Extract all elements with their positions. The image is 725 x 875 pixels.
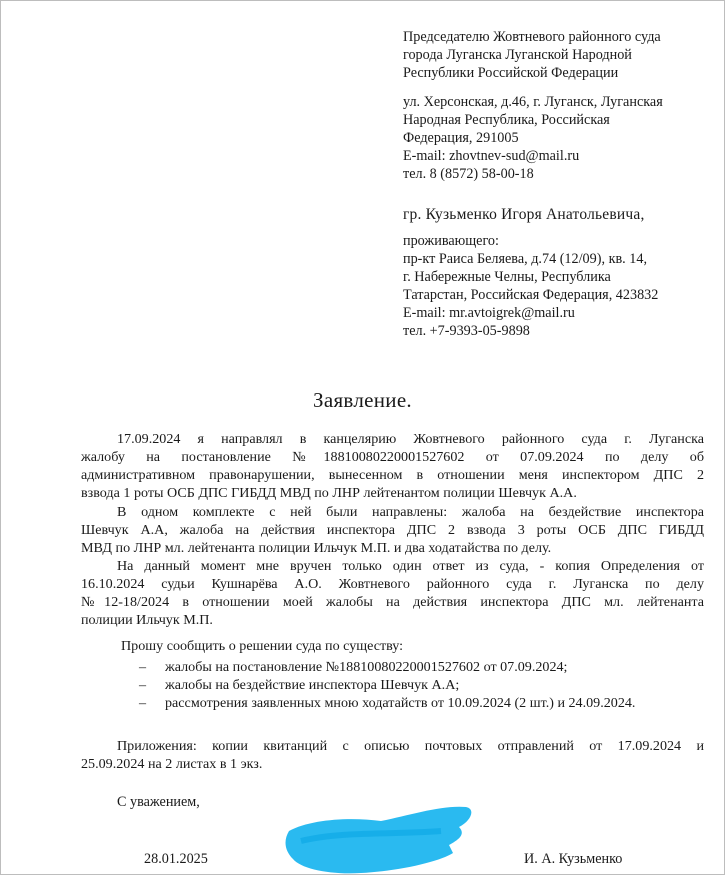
paragraph-line: жалобу на постановление №18810080220001527602 от 07.09.2024 по делу об: [81, 449, 704, 465]
request-paragraph: Прошу сообщить о решении суда по существу:: [121, 638, 404, 654]
paragraph-line: №12-18/2024 в отношении моей жалобы на действия инспектора ДПС мл. лейтенанта: [81, 594, 704, 610]
applicant-name: гр. Кузьменко Игоря Анатольевича,: [403, 206, 645, 223]
court-address-line: Народная Республика, Российская: [403, 112, 610, 128]
list-item: [139, 658, 704, 676]
list-item-text: рассмотрения заявленных мною ходатайств от 10.09.2024 (2 шт.) и 24.09.2024.: [165, 695, 636, 711]
redacted-signature-mark: [281, 801, 481, 875]
paragraph-line: Шевчук А.А, жалоба на действия инспектора ДПС 2 взвода 3 роты ОСБ ДПС ГИБДД: [81, 522, 704, 538]
paragraph-line: Приложения: копии квитанций с описью почтовых отправлений от 17.09.2024 и: [117, 738, 704, 754]
court-address-line: ул. Херсонская, д.46, г. Луганск, Луганская: [403, 94, 663, 110]
court-address-block: [403, 93, 663, 183]
paragraph-line: 17.09.2024 я направлял в канцелярию Жовтневого районного суда г. Луганска: [117, 431, 704, 447]
court-address-line: Федерация, 291005: [403, 130, 519, 146]
addressee-line: Председателю Жовтневого районного суда: [403, 29, 661, 45]
court-phone: тел. 8 (8572) 58-00-18: [403, 166, 534, 182]
residence-line: пр-кт Раиса Беляева, д.74 (12/09), кв. 14,: [403, 251, 647, 267]
list-item-text: жалобы на бездействие инспектора Шевчук А.А;: [165, 677, 460, 693]
request-list: [139, 658, 704, 712]
paragraph-3: [81, 557, 704, 629]
applicant-email: E-mail: mr.avtoigrek@mail.ru: [403, 305, 575, 321]
residence-label: проживающего:: [403, 233, 499, 249]
residence-block: [403, 232, 658, 340]
residence-line: Татарстан, Российская Федерация, 423832: [403, 287, 659, 303]
paragraph-line: полиции Ильчук М.П.: [81, 612, 213, 628]
document-title: Заявление.: [313, 388, 412, 412]
list-dash: –: [139, 677, 147, 693]
paragraph-line: взвода 1 роты ОСБ ДПС ГИБДД МВД по ЛНР лейтенантом полиции Шевчук А.А.: [81, 485, 577, 501]
residence-line: г. Набережные Челны, Республика: [403, 269, 611, 285]
paragraph-line: На данный момент мне вручен только один ответ из суда, - копия Определения от: [117, 558, 704, 574]
paragraph-line: 16.10.2024 судьи Кушнарёва А.О. Жовтневого районного суда г. Луганска по делу: [81, 576, 704, 592]
list-dash: –: [139, 659, 147, 675]
list-item: [139, 676, 704, 694]
attachments-paragraph: [81, 737, 704, 773]
signer-name: И. А. Кузьменко: [524, 851, 623, 867]
paragraph-line: МВД по ЛНР мл. лейтенанта полиции Ильчук М.П. и два ходатайства по делу.: [81, 540, 552, 556]
applicant-phone: тел. +7-9393-05-9898: [403, 323, 530, 339]
addressee-block: [403, 28, 661, 82]
paragraph-line: 25.09.2024 на 2 листах в 1 экз.: [81, 756, 263, 772]
list-item: [139, 694, 704, 712]
document-date: 28.01.2025: [144, 851, 208, 867]
paragraph-1: [81, 430, 704, 502]
paragraph-line: административном правонарушении, вынесенном в отношении меня инспектором ДПС 2: [81, 467, 704, 483]
closing-phrase: С уважением,: [117, 794, 200, 810]
paragraph-2: [81, 503, 704, 557]
list-item-text: жалобы на постановление №18810080220001527602 от 07.09.2024;: [165, 659, 568, 675]
paragraph-line: В одном комплекте с ней были направлены: жалоба на бездействие инспектора: [117, 504, 704, 520]
court-email: E-mail: zhovtnev-sud@mail.ru: [403, 148, 580, 164]
list-dash: –: [139, 695, 147, 711]
addressee-line: города Луганска Луганской Народной: [403, 47, 632, 63]
addressee-line: Республики Российской Федерации: [403, 65, 619, 81]
